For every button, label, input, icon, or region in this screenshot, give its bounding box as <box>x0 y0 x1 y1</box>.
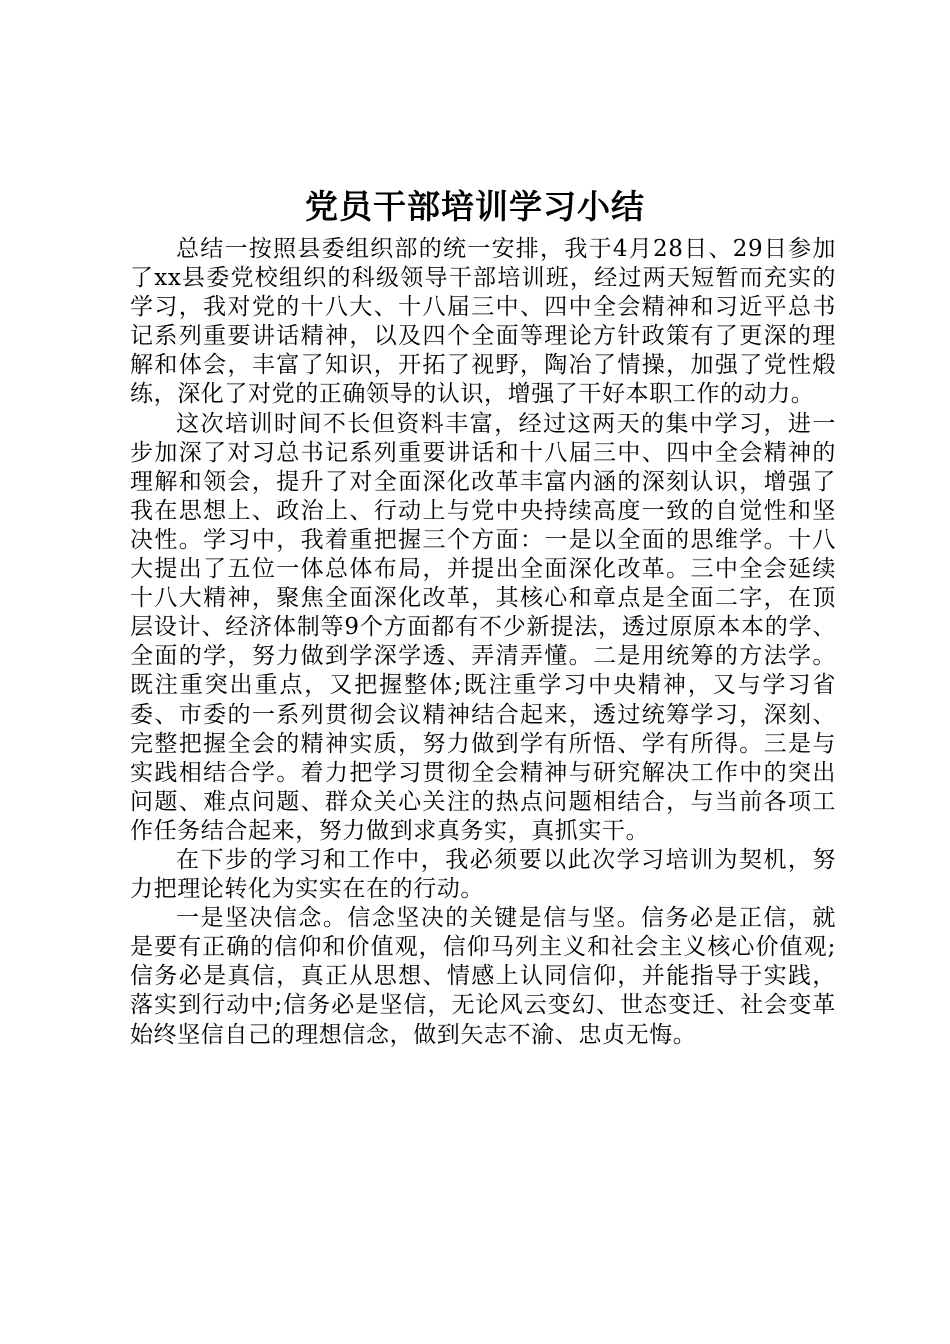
document-title: 党员干部培训学习小结 <box>305 187 645 226</box>
document-body <box>130 235 836 1050</box>
paragraph-summary: 总结一按照县委组织部的统一安排，我于4月28日、29日参加了xx县委党校组织的科级领导干部培训班，经过两天短暂而充实的学习，我对党的十八大、十八届三中、四中全会精神和习近平总书记系列重要讲话精神，以及四个全面等理论方针政策有了更深的理解和体会，丰富了知识，开拓了视野，陶冶了情操，加强了党性煅练，深化了对党的正确领导的认识，增强了干好本职工作的动力。 <box>130 236 836 408</box>
paragraph-next-steps: 在下步的学习和工作中，我必须要以此次学习培训为契机，努力把理论转化为实实在在的行动。 <box>130 846 836 903</box>
paragraph-firm-belief: 一是坚决信念。信念坚决的关键是信与坚。信务必是正信，就是要有正确的信仰和价值观，信仰马列主义和社会主义核心价值观;信务必是真信，真正从思想、情感上认同信仰，并能指导于实践，落实到行动中;信务必是坚信，无论风云变幻、世态变迁、社会变革始终坚信自己的理想信念，做到矢志不渝、忠贞无悔。 <box>130 905 836 1048</box>
paragraph-training-content: 这次培训时间不长但资料丰富，经过这两天的集中学习，进一步加深了对习总书记系列重要讲话和十八届三中、四中全会精神的理解和领会，提升了对全面深化改革丰富内涵的深刻认识，增强了我在思想上、政治上、行动上与党中央持续高度一致的自觉性和坚决性。学习中，我着重把握三个方面：一是以全面的思维学。十八大提出了五位一体总体布局，并提出全面深化改革。三中全会延续十八大精神，聚焦全面深化改革，其核心和章点是全面二字，在顶层设计、经济体制等9个方面都有不少新提法，透过原原本本的学、全面的学，努力做到学深学透、弄清弄懂。二是用统筹的方法学。既注重突出重点，又把握整体;既注重学习中央精神，又与学习省委、市委的一系列贯彻会议精神结合起来，透过统筹学习，深刻、完整把握全会的精神实质，努力做到学有所悟、学有所得。三是与实践相结合学。着力把学习贯彻全会精神与研究解决工作中的突出问题、难点问题、群众关心关注的热点问题相结合，与当前各项工作任务结合起来，努力做到求真务实，真抓实干。 <box>130 410 836 844</box>
